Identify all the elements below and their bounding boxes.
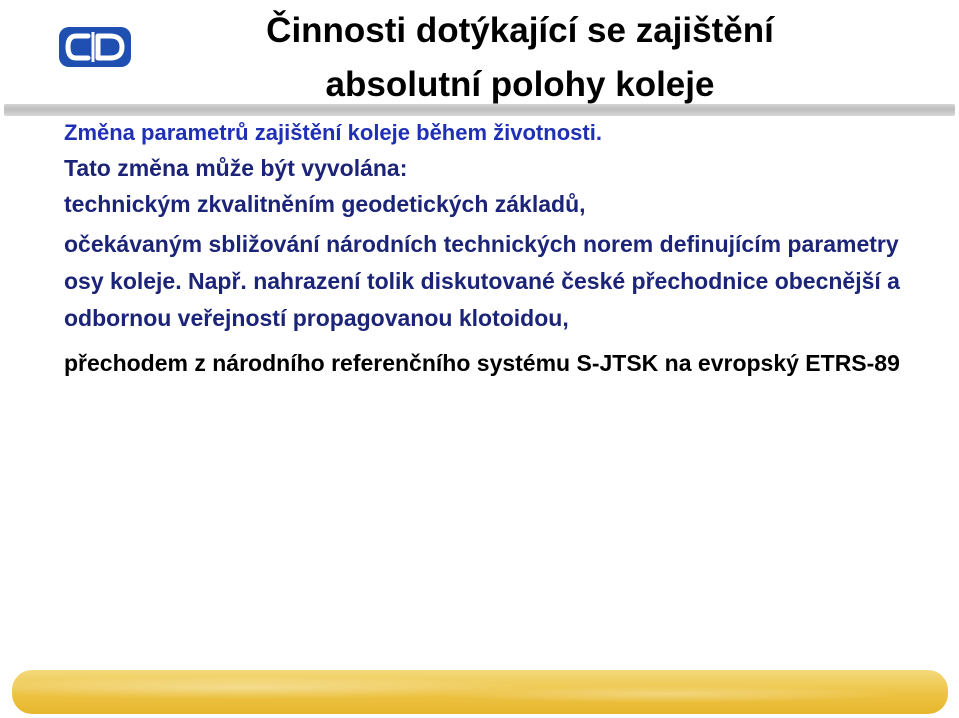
slide-body [64, 152, 944, 380]
body-paragraph-3: přechodem z národního referenčního systému S-JTSK na evropský ETRS-89 [64, 350, 900, 376]
slide-title-line-1: Činnosti dotýkající se zajištění [266, 11, 774, 50]
slide-subtitle: Změna parametrů zajištění koleje během životnosti. [64, 120, 602, 145]
footer-decorative-bar [12, 670, 948, 714]
intro-paragraph: Tato změna může být vyvolána: [64, 155, 408, 181]
body-paragraph-2: očekávaným sbližování národních technických norem definujícím parametry osy koleje. Např. nahrazení tolik diskutované české přechodnice obecnější a odbornou veřejností propagovanou klotoidou, [64, 231, 900, 331]
cd-logo-icon [58, 26, 132, 68]
slide-title-line-2: absolutní polohy koleje [325, 65, 715, 104]
slide-title [150, 4, 890, 112]
header-divider-bar [4, 104, 955, 116]
body-paragraph-1: technickým zkvalitněním geodetických základů, [64, 191, 586, 217]
